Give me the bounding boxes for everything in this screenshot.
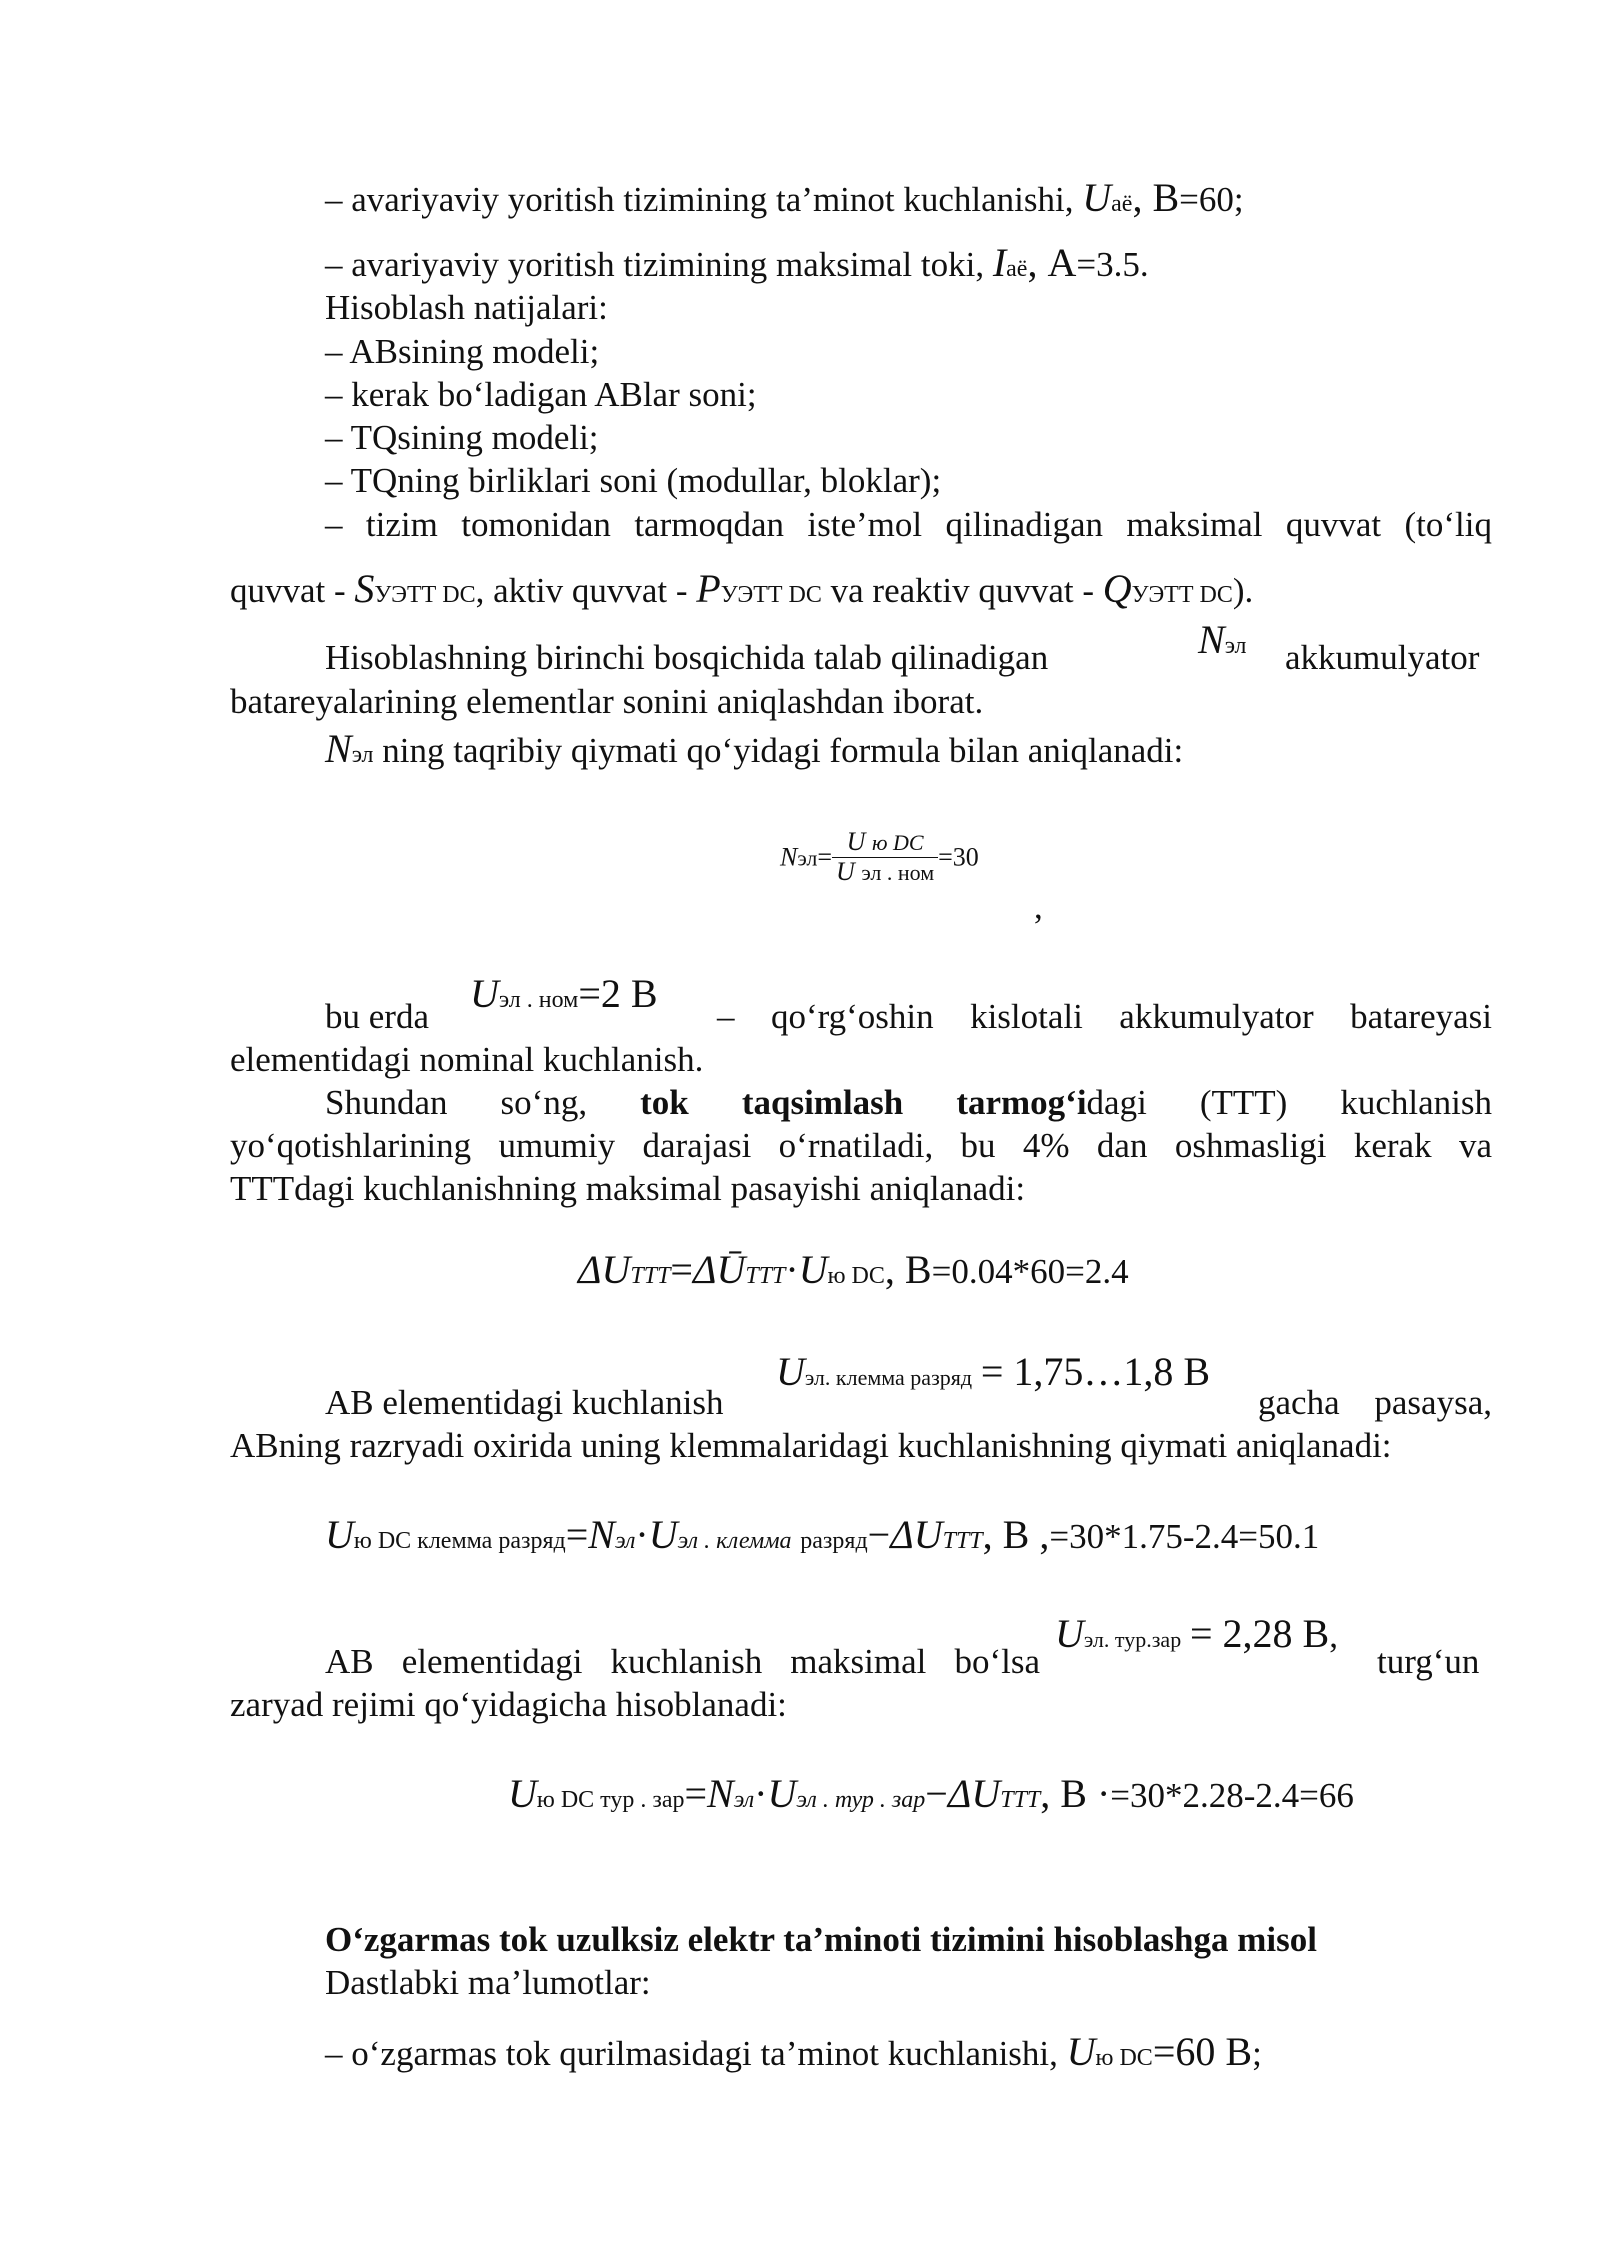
text-line: Dastlabki ma’lumotlar: [325,1963,651,2002]
formula-comma: , [1034,887,1043,926]
formula-delta-u: ΔUTTT=ΔŪTTT·Uю DC, В=0.04*60=2.4 [578,1247,1129,1292]
text-line: – o‘zgarmas tok qurilmasidagi ta’minot kuchlanishi, Uю DC=60 В; [325,2029,1262,2074]
text-line: Shundan so‘ng, tok taqsimlash tarmog‘idagi (TTT) kuchlanish [325,1083,1493,1122]
text-line: yo‘qotishlarining umumiy darajasi o‘rnatiladi, bu 4% dan oshmasligi kerak va [230,1126,1492,1165]
text-line: quvvat - SУЭТТ DC, aktiv quvvat - PУЭТТ DC va reaktiv quvvat - QУЭТТ DC). [230,566,1254,611]
text-line: Nэл ning taqribiy qiymati qo‘yidagi formula bilan aniqlanadi: [325,726,1184,771]
formula-klemma: Uю DC клемма разряд=Nэл·Uэл . клемма разряд−ΔUTTT, В ,=30*1.75-2.4=50.1 [325,1512,1320,1557]
text-line: akkumulyator [1285,638,1480,677]
text-line: batareyalarining elementlar sonini aniqlashdan iborat. [230,682,984,721]
formula-tur-zar: Uю DC тур . зар=Nэл·Uэл . тур . зар−ΔUTTT, В ·=30*2.28-2.4=66 [508,1771,1354,1816]
math-inline: Uэл. клемма разряд = 1,75…1,8 В [776,1349,1211,1394]
list-item: – TQsining modeli; [325,418,599,457]
list-item: – TQning birliklari soni (modullar, bloklar); [325,461,942,500]
text-line: zaryad rejimi qo‘yidagicha hisoblanadi: [230,1685,787,1724]
text-line: – avariyaviy yoritish tizimining maksimal toki, Iаё, А=3.5. [325,240,1149,285]
list-item: – ABsining modeli; [325,332,600,371]
text-line: gacha pasaysa, [1258,1383,1492,1422]
text-line: TTTdagi kuchlanishning maksimal pasayishi aniqlanadi: [230,1169,1026,1208]
text-line: AB elementidagi kuchlanish [325,1383,724,1422]
list-item: – kerak bo‘ladigan ABlar soni; [325,375,757,414]
formula-n-el: Nэл= $\frac{\text{U ю DC}}{\text{U эл . ном}}$ =30 [780,827,979,886]
text-line: Hisoblashning birinchi bosqichida talab qilinadigan [325,638,1049,677]
text-line: AB elementidagi kuchlanish maksimal bo‘lsa [325,1642,1040,1681]
text-line: – qo‘rg‘oshin kislotali akkumulyator batareyasi [717,997,1492,1036]
fraction: $\frac{\text{U ю DC}}{\text{U эл . ном}}$ [832,828,938,887]
text-line: Hisoblash natijalari: [325,288,608,327]
text-line: bu erda [325,997,429,1036]
text-line: ABning razryadi oxirida uning klemmalaridagi kuchlanishning qiymati aniqlanadi: [230,1426,1392,1465]
math-inline: Uэл . ном=2 В [470,971,658,1016]
math-symbol: Nэл [1198,617,1247,662]
list-item: – tizim tomonidan tarmoqdan iste’mol qilinadigan maksimal quvvat (to‘liq [325,505,1492,544]
text-line: – avariyaviy yoritish tizimining ta’minot kuchlanishi, Uаё, В=60; [325,175,1244,220]
text-line: turg‘un [1377,1642,1480,1681]
math-inline: Uэл. тур.зар = 2,28 В, [1055,1611,1338,1656]
text-line: elementidagi nominal kuchlanish. [230,1040,704,1079]
section-heading: O‘zgarmas tok uzulksiz elektr ta’minoti tizimini hisoblashga misol [325,1920,1317,1959]
